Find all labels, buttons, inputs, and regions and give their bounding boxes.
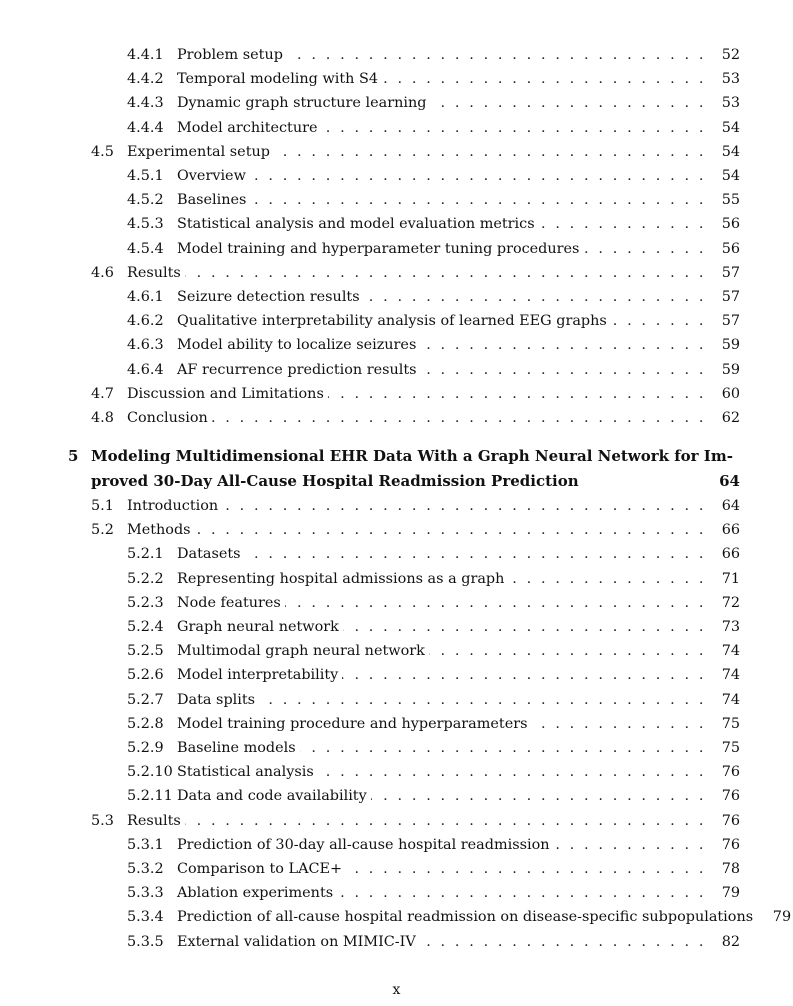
toc-entry-number: 5.2.11 (127, 788, 173, 805)
toc-entry-number: 4.6.2 (127, 313, 164, 330)
toc-entry[interactable] (127, 188, 740, 212)
toc-entry-number: 5.2.4 (127, 619, 164, 635)
toc-entry-title: Problem setup (177, 47, 283, 63)
toc-entry-title: Baselines (177, 192, 247, 209)
toc-entry-page-number: 54 (721, 143, 740, 160)
toc-entry-title: Temporal modeling with S4 (177, 71, 379, 88)
dot-leader (611, 309, 706, 333)
toc-entry[interactable] (127, 43, 740, 67)
toc-entry-number: 5.3.5 (127, 933, 164, 950)
page-footer-number: x (392, 982, 401, 998)
dot-leader (364, 285, 706, 309)
toc-entry-number: 4.5.4 (127, 240, 164, 257)
toc-entry[interactable] (91, 406, 740, 430)
toc-entry-title: Prediction of 30-day all-cause hospital readmission (177, 836, 550, 853)
toc-entry[interactable] (127, 67, 740, 91)
toc-entry-page-number: 64 (721, 498, 740, 514)
toc-entry-number: 4.4.2 (127, 71, 164, 88)
toc-entry-title: Data and code availability (177, 788, 367, 805)
dot-leader (539, 212, 706, 236)
dot-leader (346, 857, 706, 881)
toc-entry-page-number: 72 (721, 594, 740, 611)
toc-entry-number: 5.1 (91, 498, 114, 514)
dot-leader (583, 237, 706, 261)
dot-leader (318, 760, 706, 784)
toc-entry-title: Prediction of all-cause hospital readmission on disease-specific subpopulations (177, 909, 754, 926)
toc-entry-title: Overview (177, 168, 246, 184)
toc-entry-page-number: 73 (721, 619, 740, 635)
toc-entry-number: 5.2.3 (127, 594, 164, 611)
toc-entry[interactable] (127, 639, 740, 663)
toc-entry-number: 4.4.3 (127, 95, 164, 112)
toc-entry-number: 5.2.10 (127, 764, 173, 781)
toc-entry-title: Model ability to localize seizures (177, 337, 417, 354)
toc-entry-page-number: 60 (721, 385, 740, 402)
chapter-number: 5 (68, 447, 79, 465)
toc-entry-page-number: 52 (721, 47, 740, 63)
toc-entry[interactable] (127, 333, 740, 357)
toc-entry[interactable] (127, 784, 740, 808)
toc-entry-title: Datasets (177, 546, 241, 563)
chapter-title-line-1: Modeling Multidimensional EHR Data With a Graph Neural Network for Im- (91, 447, 733, 465)
toc-entry-page-number: 57 (721, 289, 740, 305)
toc-entry-number: 4.8 (91, 410, 114, 426)
dot-leader (250, 164, 706, 188)
toc-entry-number: 5.2.9 (127, 740, 164, 756)
toc-entry-title: Introduction (127, 498, 219, 514)
toc-entry-number: 5.2.1 (127, 546, 164, 563)
toc-entry[interactable] (127, 591, 740, 615)
toc-entry-title: Representing hospital admissions as a graph (177, 570, 505, 587)
dot-leader (371, 784, 706, 808)
dot-leader (420, 333, 706, 357)
toc-entry-number: 5.3 (91, 812, 114, 829)
toc-entry-number: 4.6.1 (127, 289, 164, 305)
toc-entry-page-number: 59 (721, 337, 740, 354)
toc-entry-title: Methods (127, 522, 191, 539)
toc-entry-number: 5.3.2 (127, 861, 164, 877)
dot-leader (554, 833, 706, 857)
toc-entry-title: Model interpretability (177, 667, 339, 684)
toc-entry-number: 5.3.3 (127, 885, 164, 902)
toc-entry[interactable] (91, 518, 740, 542)
toc-entry-page-number: 53 (721, 71, 740, 88)
toc-entry[interactable] (127, 615, 740, 639)
toc-entry-title: Model training procedure and hyperparameters (177, 715, 528, 732)
toc-entry-page-number: 76 (721, 788, 740, 805)
toc-entry-title: Model architecture (177, 119, 318, 136)
dot-leader (274, 140, 706, 164)
dot-leader (322, 116, 707, 140)
chapter-title-line-2: proved 30-Day All-Cause Hospital Readmission Prediction (91, 472, 579, 490)
toc-entry[interactable] (127, 567, 740, 591)
toc-entry[interactable] (91, 140, 740, 164)
dot-leader (328, 382, 706, 406)
toc-entry-title: Multimodal graph neural network (177, 643, 425, 660)
toc-entry[interactable] (127, 663, 740, 687)
dot-leader (195, 518, 706, 542)
toc-entry-number: 4.5.3 (127, 216, 164, 233)
toc-entry-number: 5.2.2 (127, 570, 164, 587)
dot-leader (382, 67, 706, 91)
toc-entry-title: Results (127, 264, 181, 281)
toc-entry-page-number: 56 (721, 240, 740, 257)
toc-entry-page-number: 78 (721, 861, 740, 877)
toc-entry-title: Results (127, 812, 181, 829)
toc-entry-number: 4.7 (91, 385, 114, 402)
toc-entry-number: 5.2.7 (127, 691, 164, 708)
toc-entry-number: 4.6.4 (127, 361, 164, 378)
toc-entry[interactable] (127, 91, 740, 115)
toc-entry-page-number: 76 (721, 812, 740, 829)
dot-leader (421, 358, 706, 382)
toc-entry-page-number: 74 (721, 667, 740, 684)
toc-entry-page-number: 75 (721, 715, 740, 732)
toc-entry[interactable] (91, 382, 740, 406)
toc-entry-number: 5.3.4 (127, 909, 164, 926)
toc-entry[interactable] (127, 285, 740, 309)
dot-leader (287, 43, 706, 67)
toc-entry[interactable] (127, 688, 740, 712)
toc-entry[interactable] (91, 494, 740, 518)
toc-entry-title: AF recurrence prediction results (177, 361, 417, 378)
toc-entry-page-number: 79 (721, 885, 740, 902)
toc-entry-title: External validation on MIMIC-IV (177, 933, 416, 950)
toc-entry[interactable] (127, 237, 740, 261)
toc-entry-page-number: 71 (721, 570, 740, 587)
toc-entry[interactable] (127, 542, 740, 566)
toc-entry-page-number: 75 (721, 740, 740, 756)
toc-entry[interactable] (91, 809, 740, 833)
toc-entry[interactable] (127, 358, 740, 382)
dot-leader (508, 567, 706, 591)
dot-leader (342, 663, 706, 687)
toc-entry[interactable] (127, 212, 740, 236)
toc-entry-page-number: 74 (721, 691, 740, 708)
toc-entry[interactable] (127, 309, 740, 333)
toc-entry-number: 4.5.1 (127, 168, 164, 184)
toc-entry-page-number: 82 (721, 933, 740, 950)
toc-entry-page-number: 56 (721, 216, 740, 233)
toc-entry-page-number: 55 (721, 192, 740, 209)
dot-leader (337, 881, 706, 905)
toc-entry-title: Model training and hyperparameter tuning procedures (177, 240, 580, 257)
toc-entry-number: 4.4.4 (127, 119, 164, 136)
dot-leader (259, 688, 706, 712)
toc-entry-page-number: 66 (721, 522, 740, 539)
toc-entry[interactable] (127, 116, 740, 140)
toc-entry[interactable] (127, 833, 740, 857)
toc-entry-number: 4.6.3 (127, 337, 164, 354)
toc-entry-title: Statistical analysis and model evaluation metrics (177, 216, 535, 233)
toc-entry-title: Discussion and Limitations (127, 385, 324, 402)
toc-entry-number: 5.2.6 (127, 667, 164, 684)
dot-leader (185, 809, 706, 833)
toc-entry-page-number: 76 (721, 764, 740, 781)
dot-leader (185, 261, 706, 285)
toc-entry-title: Ablation experiments (177, 885, 334, 902)
dot-leader (250, 188, 706, 212)
toc-entry-page-number: 54 (721, 119, 740, 136)
toc-entry[interactable] (127, 712, 740, 736)
dot-leader (300, 736, 706, 760)
toc-entry-number: 5.2.8 (127, 715, 164, 732)
dot-leader (343, 615, 706, 639)
toc-entry-title: Baseline models (177, 740, 296, 756)
dot-leader (222, 494, 706, 518)
toc-entry[interactable] (127, 881, 740, 905)
dot-leader (245, 542, 706, 566)
toc-entry-page-number: 54 (721, 168, 740, 184)
toc-entry-title: Seizure detection results (177, 289, 360, 305)
toc-entry[interactable] (127, 760, 740, 784)
toc-entry-page-number: 62 (721, 410, 740, 426)
dot-leader (420, 930, 706, 954)
dot-leader (430, 91, 706, 115)
toc-entry-page-number: 76 (721, 836, 740, 853)
toc-entry-page-number: 57 (721, 264, 740, 281)
toc-entry-page-number: 53 (721, 95, 740, 112)
toc-entry-number: 5.2.5 (127, 643, 164, 660)
toc-entry-title: Conclusion (127, 410, 208, 426)
dot-leader (429, 639, 706, 663)
toc-entry-title: Statistical analysis (177, 764, 314, 781)
toc-entry[interactable] (127, 857, 740, 881)
dot-leader (285, 591, 706, 615)
toc-entry-number: 5.2 (91, 522, 114, 539)
toc-entry-page-number: 66 (721, 546, 740, 563)
toc-entry-title: Experimental setup (127, 143, 270, 160)
toc-entry[interactable] (127, 930, 740, 954)
toc-entry[interactable] (127, 736, 740, 760)
toc-entry-title: Comparison to LACE+ (177, 861, 343, 877)
toc-entry-page-number: 57 (721, 313, 740, 330)
toc-entry-title: Dynamic graph structure learning (177, 95, 427, 112)
toc-entry[interactable] (91, 261, 740, 285)
toc-entry-number: 4.6 (91, 264, 114, 281)
toc-entry-page-number: 59 (721, 361, 740, 378)
toc-entry-number: 5.3.1 (127, 836, 164, 853)
toc-entry-title: Data splits (177, 691, 256, 708)
toc-entry-page-number: 79 (772, 909, 792, 926)
toc-entry-title: Graph neural network (177, 619, 339, 635)
toc-entry-number: 4.4.1 (127, 47, 164, 63)
dot-leader (212, 406, 706, 430)
toc-entry[interactable] (127, 164, 740, 188)
chapter-page-number: 64 (719, 472, 740, 490)
toc-entry-number: 4.5.2 (127, 192, 164, 209)
toc-entry-page-number: 74 (721, 643, 740, 660)
toc-entry-title: Qualitative interpretability analysis of learned EEG graphs (177, 313, 607, 330)
toc-entry[interactable] (127, 905, 792, 929)
toc-entry-number: 4.5 (91, 143, 114, 160)
toc-entry-title: Node features (177, 594, 281, 611)
dot-leader (531, 712, 706, 736)
